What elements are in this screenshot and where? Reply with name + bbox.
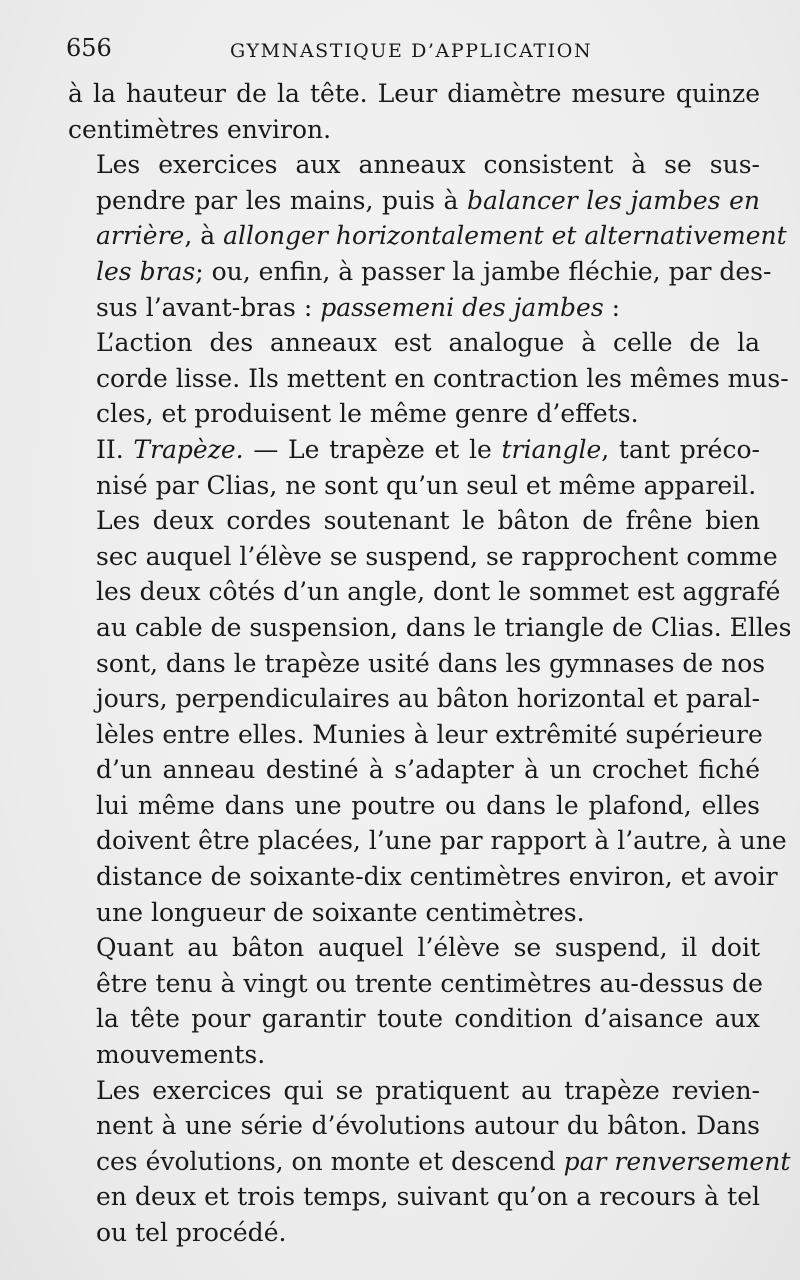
paragraph-p2 [68, 147, 787, 325]
text-line [68, 112, 760, 148]
text-line [68, 1108, 760, 1144]
paragraph-p3 [68, 325, 789, 432]
italic-run: triangle [501, 434, 602, 464]
italic-run: allonger horizontalement et alternativement [223, 221, 787, 251]
text-run: ces évolutions, on monte et descend [96, 1146, 564, 1176]
text-run: lui même dans une poutre ou dans le plafond, elles [96, 790, 760, 820]
text-line [68, 823, 787, 859]
paragraph-p5 [68, 503, 792, 930]
text-line [68, 218, 787, 254]
text-run: ou tel procédé. [96, 1218, 287, 1247]
text-run: nent à une série d’évolutions autour du bâton. Dans [96, 1111, 760, 1141]
text-line [68, 1215, 760, 1251]
text-run: centimètres environ. [68, 114, 332, 144]
text-run: — Le trapèze et le [243, 434, 502, 464]
text-line [68, 966, 763, 1002]
text-run: d’un anneau destiné à s’adapter à un crochet fiché [96, 755, 760, 785]
text-line [68, 183, 760, 219]
text-run: en deux et trois temps, suivant qu’on a recours à tel [96, 1182, 760, 1212]
text-run: mouvements. [96, 1040, 266, 1070]
text-line [68, 895, 760, 931]
text-line [68, 290, 760, 326]
text-line [68, 1001, 760, 1037]
page-number: 656 [66, 34, 112, 62]
text-run: au cable de suspension, dans le triangle de Clias. Elles [96, 612, 792, 642]
italic-run: les bras [96, 256, 196, 286]
text-run: , à [184, 221, 224, 251]
text-run: sont, dans le trapèze usité dans les gymnases de nos [96, 648, 766, 678]
text-run: II. [96, 434, 134, 464]
paragraph-p4 [68, 432, 760, 503]
text-line [68, 1073, 760, 1109]
text-run: la tête pour garantir toute condition d’aisance aux [96, 1004, 760, 1034]
text-line [68, 930, 760, 966]
text-run: sec auquel l’élève se suspend, se rapprochent comme [96, 541, 778, 571]
italic-run: par renversement [563, 1146, 791, 1176]
text-line [68, 325, 760, 361]
text-line [68, 539, 778, 575]
text-run: doivent être placées, l’une par rapport à l’autre, à une [96, 826, 787, 856]
italic-run: passemeni des jambes [320, 292, 604, 322]
text-line [68, 752, 760, 788]
paragraph-p7 [68, 1073, 791, 1251]
italic-run: arrière [96, 221, 185, 251]
text-run: sus l’avant-bras : [96, 292, 321, 322]
text-line [68, 1144, 791, 1180]
text-run: : [603, 292, 621, 322]
text-line [68, 574, 781, 610]
text-run: Les deux cordes soutenant le bâton de frêne bien [96, 506, 760, 536]
text-run: Les exercices aux anneaux consistent à se sus- [96, 150, 760, 180]
text-line [68, 717, 763, 753]
text-run: lèles entre elles. Munies à leur extrêmité supérieure [96, 719, 763, 749]
text-line [68, 361, 789, 397]
text-run: distance de soixante-dix centimètres environ, et avoir [96, 862, 778, 892]
text-line [68, 468, 760, 504]
text-line [68, 396, 760, 432]
text-line [68, 859, 778, 895]
italic-run: Trapèze. [133, 434, 244, 464]
text-run: Les exercices qui se pratiquent au trapèze revien- [96, 1075, 760, 1105]
text-line [68, 610, 792, 646]
body-text [68, 76, 792, 1251]
running-head [68, 30, 760, 76]
text-run: à la hauteur de la tête. Leur diamètre mesure quinze [68, 79, 760, 108]
text-run: les deux côtés d’un angle, dont le sommet est aggrafé [96, 577, 781, 607]
text-run: une longueur de soixante centimètres. [96, 897, 585, 927]
text-line [68, 788, 760, 824]
running-title: GYMNASTIQUE D’APPLICATION [230, 40, 593, 62]
text-line [68, 503, 760, 539]
text-run: jours, perpendiculaires au bâton horizontal et paral- [96, 684, 761, 714]
text-run: corde lisse. Ils mettent en contraction les mêmes mus- [96, 363, 789, 393]
text-line [68, 1179, 760, 1215]
text-line [68, 1037, 760, 1073]
text-run: ; ou, enfin, à passer la jambe fléchie, par des- [195, 256, 772, 286]
text-line [68, 646, 766, 682]
text-line [68, 147, 760, 183]
text-line [68, 254, 772, 290]
text-line [68, 681, 760, 717]
text-run: être tenu à vingt ou trente centimètres au-dessus de [96, 968, 763, 998]
text-run: , tant préco- [601, 434, 760, 464]
text-line [68, 432, 760, 468]
text-run: Quant au bâton auquel l’élève se suspend, il doit [96, 933, 760, 963]
paragraph-p6 [68, 930, 763, 1072]
text-run: pendre par les mains, puis à [96, 185, 468, 215]
text-line [68, 76, 760, 112]
paragraph-p1 [68, 76, 760, 147]
italic-run: balancer les jambes en [467, 185, 760, 215]
text-run: cles, et produisent le même genre d’effets. [96, 399, 639, 429]
text-run: nisé par Clias, ne sont qu’un seul et même appareil. [96, 470, 757, 500]
text-run: L’action des anneaux est analogue à celle de la [96, 328, 760, 358]
